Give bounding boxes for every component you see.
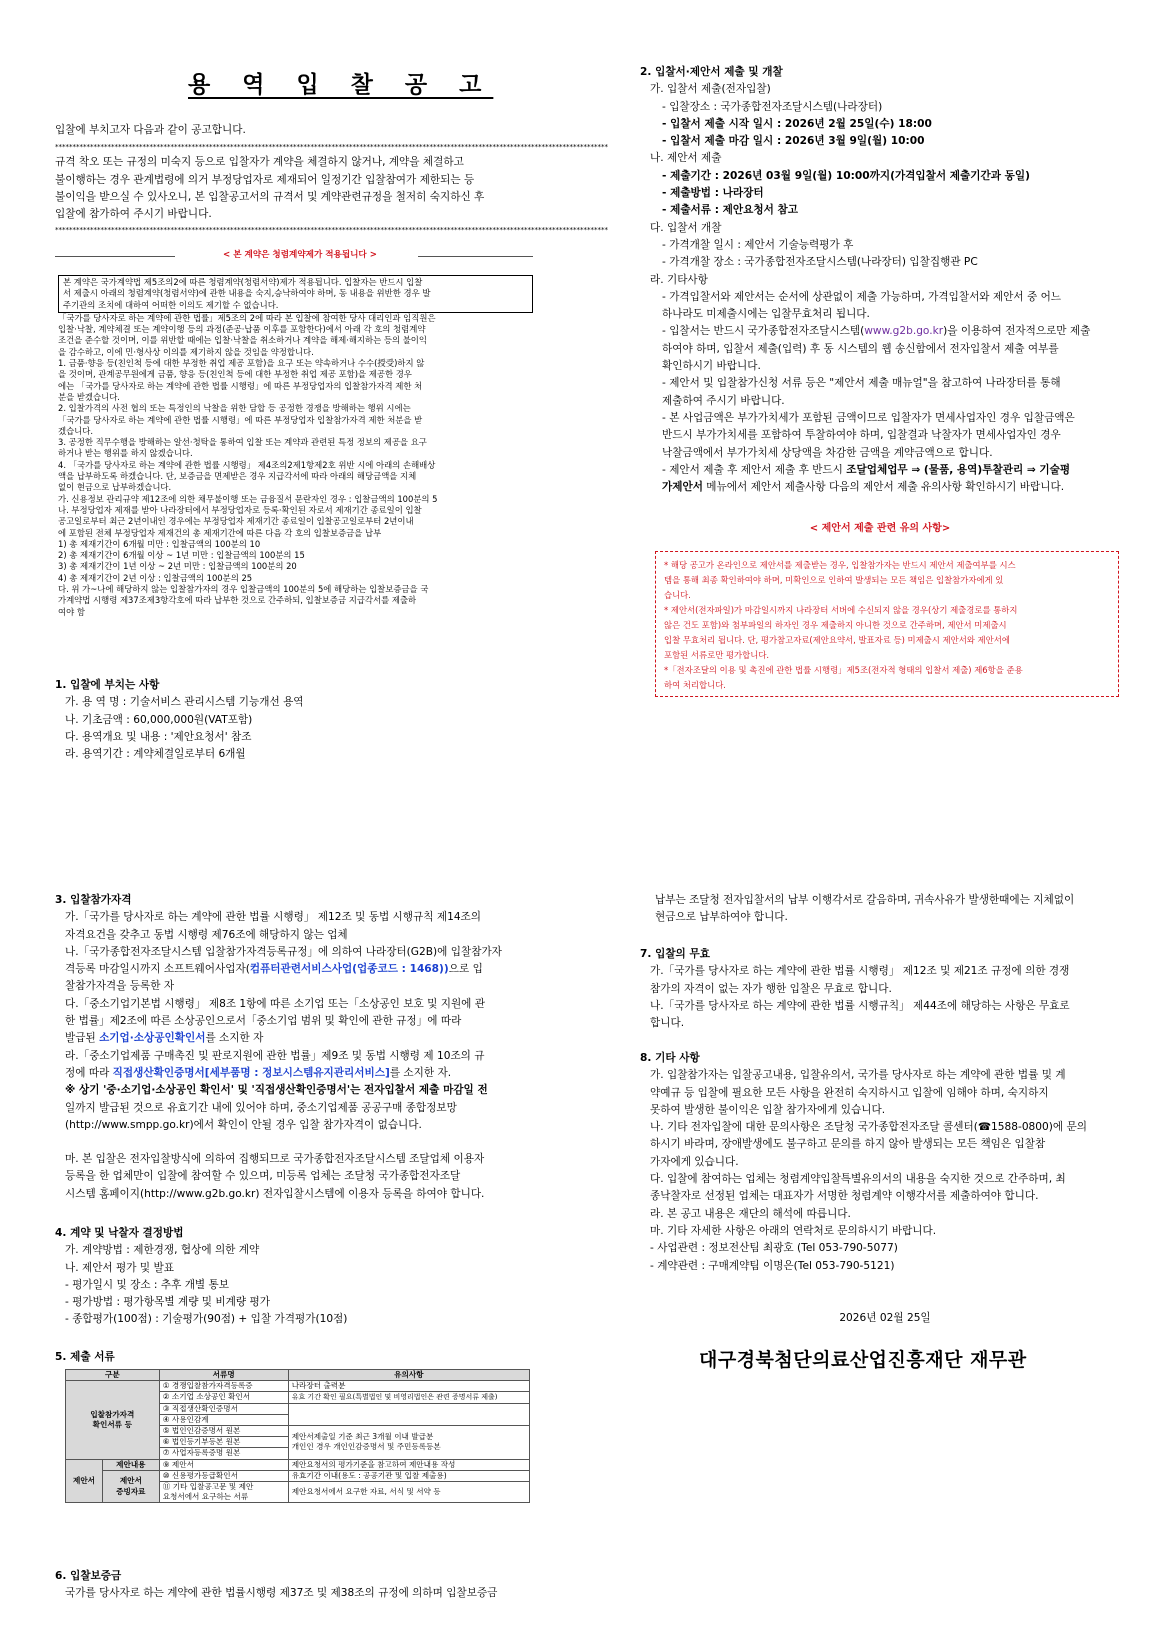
section-2: 2. 입찰서·제안서 제출 및 개찰 가. 입찰서 제출(전자입찰) - 입찰장소 : 국가종합전자조달시스템(나라장터) - 입찰서 제출 시작 일시 : 2026년 2월 25일(수) 18:00 - 입찰서 제출 마감 일시 : 2026년 3월 9일(월) 10:00 나. 제안서 제출 - 제출기간 : 2026년 03월 9일(월) 10:00까지(가격입찰서 제출기간과 동일) - 제출방법 : 나라장터 - 제출서류 : 제안요청서 참고 다. 입찰서 개찰 - 가격개찰 일시 : 제안서 기술능력평가 후 - 가격개찰 장소 : 국가종합전자조달시스템(나라장터) 입찰집행관 PC 라. 기타사항 - 가격입찰서와 제안서는 순서에 상관없이 제출 가능하며, 가격입찰서와 제안서 중 어느 하나라도 미제출시에는 입찰무효처리 됩니다. - 입찰서는 반드시 국가종합전자조달시스템(www.g2b.go.kr)을 이용하여 전자적으로만 제출 하여야 하며, 입찰서 제출(입력) 후 동 시스템의 웹 송신함에서 전자입찰서 제출 여부를 확인하시기 바랍니다. - 제안서 및 입찰참가신청 서류 등은 "제안서 제출 매뉴얼"을 참고하여 나라장터를 통해 제출하여 주시기 바랍니다. - 본 사업금액은 부가가치세가 포함된 금액이므로 입찰자가 면세사업자인 경우 입찰금액은 반드시 부가가치세를 포함하여 투찰하여야 하며, 입찰결과 낙찰자가 면세사업자인 경우 낙찰금액에서 부가가치세 상당액을 차감한 금액을 계약금액으로 합니다. - 제안서 제출 후 제안서 제출 후 반드시 조달업체업무 ⇒ (물품, 용역)투찰관리 ⇒ 기술평 가제안서 메뉴에서 제안서 제출사항 다음의 제안서 제출 유의사항 확인하시기 바랍니다. bbox=[640, 64, 1120, 496]
section-1: 1. 입찰에 부치는 사항 가. 용 역 명 : 기술서비스 관리시스템 기능개선 용역 나. 기초금액 : 60,000,000원(VAT포함) 다. 용역개요 및 내용 : '제안요청서' 참조 라. 용역기간 : 계약체결일로부터 6개월 bbox=[55, 677, 533, 763]
section-6: 6. 입찰보증금 국가를 당사자로 하는 계약에 관한 법률시행령 제37조 및 제38조의 규정에 의하며 입찰보증금 bbox=[55, 1568, 535, 1603]
clean-contract-block bbox=[58, 275, 533, 618]
section-1-heading: 1. 입찰에 부치는 사항 bbox=[55, 679, 160, 691]
section-2-heading: 2. 입찰서·제안서 제출 및 개찰 bbox=[640, 66, 783, 78]
section-5-heading: 5. 제출 서류 bbox=[55, 1351, 115, 1363]
section-4-heading: 4. 계약 및 낙찰자 결정방법 bbox=[55, 1227, 184, 1239]
section-8: 8. 기타 사항 가. 입찰참가자는 입찰공고내용, 입찰유의서, 국가를 당사자로 하는 계약에 관한 법률 및 계 약예규 등 입찰에 필요한 모든 사항을 완전히 숙지하시고 입찰에 임해야 하며, 숙지하지 못하여 발생한 불이익은 입찰 참가자에게 있습니다. 나. 기타 전자입찰에 대한 문의사항은 조달청 국가종합전자조달 콜센터(☎1588-0800)에 문의 하시기 바라며, 장애발생에도 불구하고 문의를 하지 않아 발생되는 모든 책임은 입찰참 가자에게 있습니다. 다. 입찰에 참여하는 업체는 청렴계약입찰특별유의서의 내용을 숙지한 것으로 간주하며, 최 종낙찰자로 선정된 업체는 대표자가 서명한 청렴계약 이행각서를 제출하여야 합니다. 라. 본 공고 내용은 재단의 해석에 따릅니다. 마. 기타 자세한 사항은 아래의 연락처로 문의하시기 바랍니다. - 사업관련 : 정보전산팀 최광호 (Tel 053-790-5077) - 계약관련 : 구매계약팀 이명은(Tel 053-790-5121) bbox=[640, 1050, 1115, 1275]
clean-contract-items: 1. 금품·향응 등(친인척 등에 대한 부정한 취업 제공 포함)을 요구 또는 약속하거나 수수(授受)하지 않 을 것이며, 관계공무원에게 금품, 향응 등(친인척 등에 대한 부정한 취업 제공 포함)을 제공한 경우 에는 「국가를 당사자로 하는 계약에 관한 법률 시행령」에 따른 부정당업자의 입찰참가자격 제한 처 분을 받겠습니다. 2. 입찰가격의 사전 협의 또는 특정인의 낙찰을 위한 담합 등 공정한 경쟁을 방해하는 행위 시에는 「국가를 당사자로 하는 계약에 관한 법률 시행령」에 따른 부정당업자 입찰참가자격 제한 처분을 받 겠습니다. 3. 공정한 직무수행을 방해하는 알선·청탁을 통하여 입찰 또는 계약과 관련된 특정 정보의 제공을 요구 하거나 받는 행위를 하지 않겠습니다. 4. 「국가를 당사자로 하는 계약에 관한 법률 시행령」 제4조의2제1항제2호 위반 시에 아래의 손해배상 액을 납부하도록 하겠습니다. 단, 보증금을 면제받은 경우 지급각서에 따라 아래의 해당금액을 지체 없이 현금으로 납부하겠습니다. 가. 신용정보 관리규약 제12조에 의한 채무불이행 또는 금융질서 문란자인 경우 : 입찰금액의 100분의 5 나. 부정당업자 제재를 받아 나라장터에서 부정당업자로 등록·확인된 자로서 제재기간 종료일이 입찰 공고일로부터 최근 2년이내인 경우에는 부정당업자 제재기간 종료일이 입찰공고일로부터 2년이내 에 포함된 전체 부정당업자 제재건의 총 제재기간에 따른 다음 각 호의 입찰보증금을 납부 1) 총 제재기간이 6개월 미만 : 입찰금액의 100분의 10 2) 총 제재기간이 6개월 이상 ~ 1년 미만 : 입찰금액의 100분의 15 3) 총 제재기간이 1년 이상 ~ 2년 미만 : 입찰금액의 100분의 20 4) 총 제재기간이 2년 이상 : 입찰금액의 100분의 25 다. 위 가~나에 해당하지 않는 입찰참가자의 경우 입찰금액의 100분의 5에 해당하는 입찰보증금을 국 가계약법 시행령 제37조제3항각호에 따라 납부한 것으로 간주하되, 입찰보증금 지급각서를 제출하 여야 함 bbox=[58, 358, 438, 617]
clean-contract-body: 「국가를 당사자로 하는 계약에 관한 법률」제5조의 2에 따라 본 입찰에 참여한 당사 대리인과 임직원은 입찰·낙찰, 계약체결 또는 계약이행 등의 과정(준공·납품 이후를 포함한다)에서 아래 각 호의 청렴계약 조건을 준수할 것이며, 이를 위반할 때에는 입찰·낙찰을 취소하거나 계약을 해제·해지하는 등의 불이익 을 감수하고, 이에 민·형사상 이의를 제기하지 않을 것임을 약정합니다. bbox=[58, 312, 436, 357]
star-divider-top: ************************************************************************************************************************************************************** bbox=[55, 143, 608, 152]
section-3-heading: 3. 입찰참가자격 bbox=[55, 894, 132, 906]
notice-box: * 해당 공고가 온라인으로 제안서를 제출받는 경우, 입찰참가자는 반드시 제안서 제출여부를 시스 템을 통해 최종 확인하여야 하며, 미확인으로 인하여 발생되는 모든 책임은 입찰참가자에게 있 습니다. * 제안서(전자파일)가 마감일시까지 나라장터 서버에 수신되지 않을 경우(상기 제출경로를 통하지 않은 건도 포함)와 첨부파일의 하자인 경우 제출하지 아니한 것으로 간주하며, 제안서 미제출시 입찰 무효처리 됩니다. 단, 평가참고자료(제안요약서, 발표자료 등) 미제출시 제안서와 제안서에 포함된 서류로만 평가합니다. *「전자조달의 이용 및 촉진에 관한 법률 시행령」제5조(전자적 형태의 입찰서 제출) 제6항을 준용 하여 처리합니다. bbox=[655, 551, 1119, 697]
section-4: 4. 계약 및 낙찰자 결정방법 가. 계약방법 : 제한경쟁, 협상에 의한 계약 나. 제안서 평가 및 발표 - 평가일시 및 장소 : 추후 개별 통보 - 평가방법 : 평가항목별 계량 및 비계량 평가 - 종합평가(100점) : 기술평가(90점) + 입찰 가격평가(10점) bbox=[55, 1225, 535, 1329]
g2b-link[interactable]: www.g2b.go.kr bbox=[864, 325, 944, 338]
section-6-continued: 납부는 조달청 전자입찰서의 납부 이행각서로 갈음하며, 귀속사유가 발생한때에는 지체없이 현금으로 납부하여야 합니다. bbox=[655, 894, 1075, 924]
section-3: 3. 입찰참가자격 가.「국가를 당사자로 하는 계약에 관한 법률 시행령」 제12조 및 동법 시행규칙 제14조의 자격요건을 갖추고 동법 시행령 제76조에 해당하지 않는 업체 나.「국가종합전자조달시스템 입찰참가자격등록규정」에 의하여 나라장터(G2B)에 입찰참가자 격등록 마감일시까지 소프트웨어사업자(컴퓨터관련서비스사업(업종코드 : 1468))으로 입 찰참가자격을 등록한 자 다.「중소기업기본법 시행령」 제8조 1항에 따른 소기업 또는「소상공인 보호 및 지원에 관 한 법률」제2조에 따른 소상공인으로서「중소기업 범위 및 확인에 관한 규정」에 따라 발급된 소기업·소상공인확인서를 소지한 자 라.「중소기업제품 구매촉진 및 판로지원에 관한 법률」제9조 및 동법 시행령 제 10조의 규 정에 따라 직접생산확인증명서[세부품명 : 정보시스템유지관리서비스]를 소지한 자. ※ 상기 '중·소기업·소상공인 확인서' 및 '직접생산확인증명서'는 전자입찰서 제출 마감일 전 일까지 발급된 것으로 유효기간 내에 있어야 하며, 중소기업제품 공공구매 종합정보망 (http://www.smpp.go.kr)에서 확인이 안될 경우 입찰 참가자격이 없습니다. 마. 본 입찰은 전자입찰방식에 의하여 집행되므로 국가종합전자조달시스템 조달업체 이용자 등록을 한 업체만이 입찰에 참여할 수 있으며, 미등록 업체는 조달청 국가종합전자조달 시스템 홈페이지(http://www.g2b.go.kr) 전자입찰시스템에 이용자 등록을 하여야 합니다. bbox=[55, 892, 535, 1203]
section-5 bbox=[55, 1349, 535, 1366]
star-divider-bottom: ************************************************************************************************************************************************************** bbox=[55, 226, 608, 235]
divider-right bbox=[418, 256, 533, 257]
page-title: 용 역 입 찰 공 고 bbox=[188, 72, 494, 98]
section-8-heading: 8. 기타 사항 bbox=[640, 1052, 700, 1064]
clean-contract-box: 본 계약은 국가계약법 제5조의2에 따른 청렴계약(청렴서약)제가 적용됩니다. 입찰자는 반드시 입찰 서 제출시 아래의 청렴계약(청렴서약)에 관한 내용을 숙지,승낙하여야 하며, 동 내용을 위반한 경우 발 주기관의 조치에 대하여 어떠한 이의도 제기할 수 없습니다. bbox=[58, 275, 533, 313]
clean-contract-heading: < 본 계약은 청렴계약제가 적용됩니다 > bbox=[223, 250, 377, 260]
divider-left bbox=[55, 256, 175, 257]
documents-table: 구분 서류명 유의사항 입찰참가자격 확인서류 등 ① 경쟁입찰참가자격등록증 나라장터 출력분 ② 소기업 소상공인 확인서 유효 기간 확인 필요(특별법인 및 비영리법인은 관련 증명서류 제출) ③ 직접생산확인증명서 ④ 사용인감계 ⑤ 법인인감증명서 원본 제안서제출일 기준 최근 3개월 이내 발급분 개인인 경우 개인인감증명서 및 주민등록등본 ⑥ 법인등기부등본 원본 ⑦ 사업자등록증명 원본 제안서 제안내용 ⑨ 제안서 제안요청서의 평가기준을 참고하여 제안내용 작성 제안서 증빙자료 ⑩ 신용평가등급확인서 유효기간 이내(용도 : 공공기관 및 입찰 제출용) ⑪ 기타 입찰공고문 및 제안 요청서에서 요구하는 서류 제안요청서에서 요구한 자료, 서식 및 서약 등 bbox=[65, 1369, 530, 1503]
intro-text: 입찰에 부치고자 다음과 같이 공고합니다. bbox=[55, 124, 246, 136]
announcement-date: 2026년 02월 25일 bbox=[839, 1312, 931, 1324]
notice-heading: < 제안서 제출 관련 유의 사항> bbox=[809, 523, 951, 534]
section-7: 7. 입찰의 무효 가.「국가를 당사자로 하는 계약에 관한 법률 시행령」 제12조 및 제21조 규정에 의한 경쟁 참가의 자격이 없는 자가 행한 입찰은 무효로 합니다. 나.「국가를 당사자로 하는 계약에 관한 법률 시행규칙」 제44조에 해당하는 사항은 무효로 합니다. bbox=[640, 946, 1115, 1032]
section-7-heading: 7. 입찰의 무효 bbox=[640, 948, 710, 960]
intro-block bbox=[55, 122, 608, 235]
warning-text: 규격 착오 또는 규정의 미숙지 등으로 입찰자가 계약을 체결하지 않거나, 계약을 체결하고 불이행하는 경우 관계법령에 의거 부정당업자로 제재되어 일정기간 입찰참여가 제한되는 등 불이익을 받으실 수 있사오니, 본 입찰공고서의 규격서 및 계약관련규정을 철저히 숙지하신 후 입찰에 참가하여 주시기 바랍니다. bbox=[55, 156, 485, 221]
organization-name: 대구경북첨단의료산업진흥재단 재무관 bbox=[699, 1349, 1027, 1371]
section-6-heading: 6. 입찰보증금 bbox=[55, 1570, 122, 1582]
